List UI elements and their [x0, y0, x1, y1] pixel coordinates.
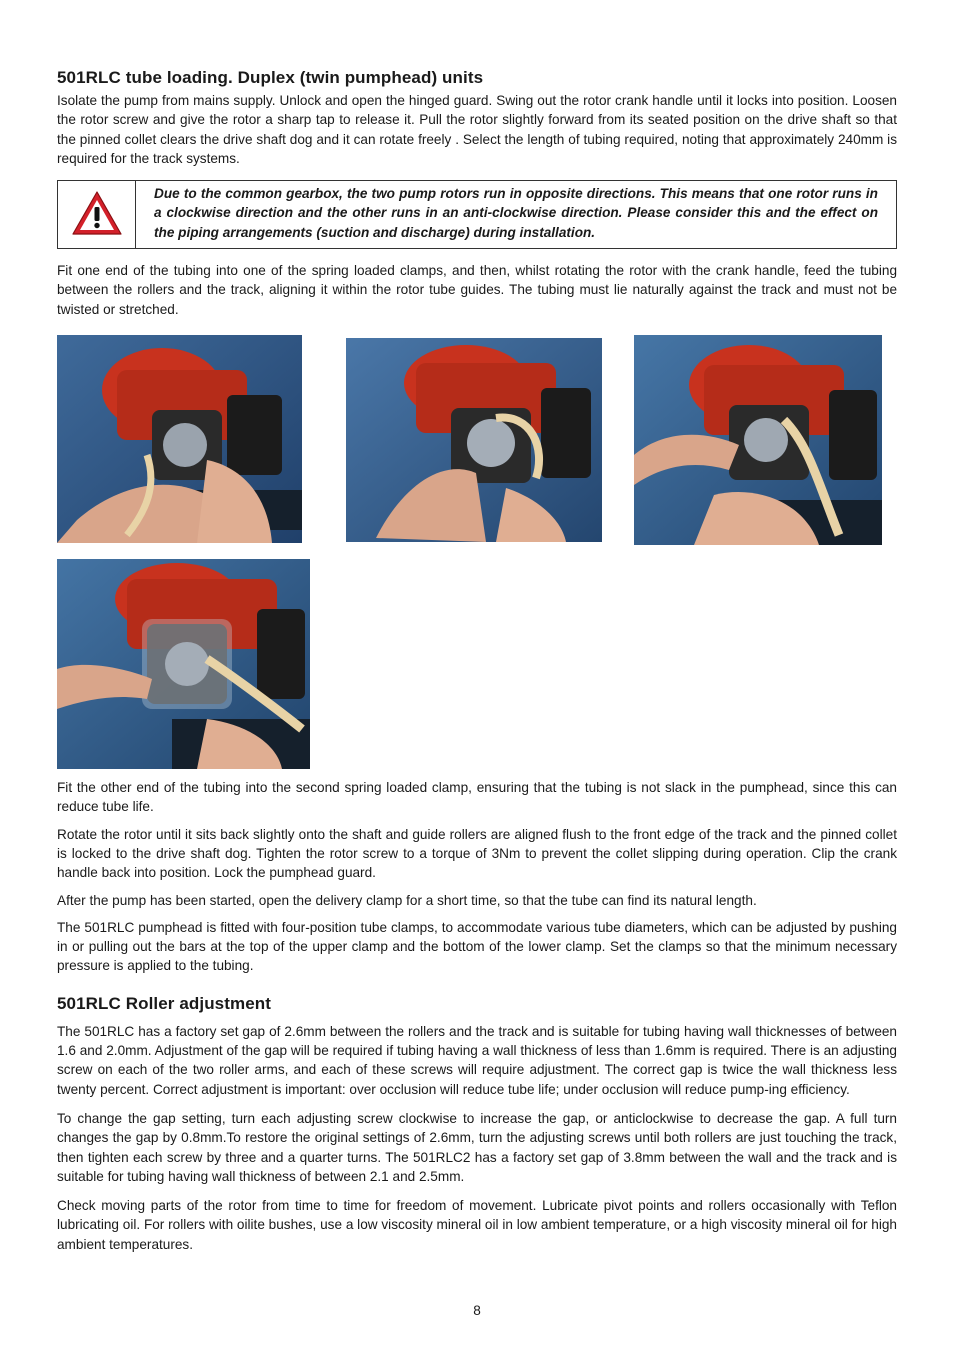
- paragraph-change-gap: To change the gap setting, turn each adjusting screw clockwise to increase the gap, or anticlockwise to decrease the gap. A full turn changes the gap by 0.8mm.To restore the original settings of 2.6mm, turn the adjusting screws until both rollers are just touching the track, then tighten each screw by three and a quarter turns. The 501RLC2 has a factory set gap of 3.8mm between the wall and the track and is suitable for tubing having wall thickness of between 2.1 and 2.5mm.: [57, 1110, 897, 1184]
- paragraph-after-start: After the pump has been started, open the delivery clamp for a short time, so that the tube can find its natural length.: [57, 892, 757, 908]
- paragraph-isolate: Isolate the pump from mains supply. Unlock and open the hinged guard. Swing out the rotor crank handle until it locks into position. Loosen the rotor screw and give the rotor a sharp tap to release it. Pull the rotor slightly forward from its seated position on the drive shaft so that the pinned collet clears the drive shaft dog and it can rotate freely . Select the length of tubing required, noting that approximately 240mm is required for the track systems.: [57, 93, 897, 166]
- photo-grid: [57, 335, 897, 770]
- section-heading-tube-loading: 501RLC tube loading. Duplex (twin pumphead) units: [57, 68, 484, 87]
- warning-icon-cell: [58, 181, 136, 248]
- paragraph-factory-gap: The 501RLC has a factory set gap of 2.6mm between the rollers and the track and is suitable for tubing having wall thicknesses of between 1.6 and 2.0mm. Adjustment of the gap will be required if tubing having a wall thickness of less than 1.6mm is required. There is an adjusting screw on each of the two roller arms, and each of these screws will require adjustment. The correct gap is twice the wall thickness less twenty percent. Correct adjustment is important: over occlusion will reduce tube life; under occlusion will reduce pump-ing efficiency.: [57, 1023, 897, 1097]
- photo-tube-loading-2: [346, 338, 602, 542]
- photo-tube-loading-4: [57, 559, 310, 769]
- paragraph-tube-clamps: The 501RLC pumphead is fitted with four-position tube clamps, to accommodate various tube diameters, which can be adjusted by pushing in or pulling out the bars at the top of the upper clamp and the bottom of the lower clamp. Set the clamps so that the minimum necessary pressure is applied to the tubing.: [57, 919, 897, 974]
- warning-triangle-icon: [71, 189, 123, 237]
- paragraph-fit-other-end: Fit the other end of the tubing into the second spring loaded clamp, ensuring that the tubing is not slack in the pumphead, since this can reduce tube life.: [57, 780, 897, 815]
- photo-tube-loading-3: [634, 335, 882, 545]
- document-page: [57, 68, 897, 1254]
- paragraph-rotate-rotor: Rotate the rotor until it sits back slightly onto the shaft and guide rollers are aligned flush to the front edge of the track and the pinned collet is locked to the drive shaft dog. Tighten the rotor screw to a torque of 3Nm to prevent the collet slipping during operation. Clip the crank handle back into position. Lock the pumphead guard.: [57, 826, 897, 881]
- section-heading-roller-adjustment: 501RLC Roller adjustment: [57, 993, 272, 1013]
- paragraph-lubrication: Check moving parts of the rotor from time to time for freedom of movement. Lubricate pivot points and rollers occasionally with Teflon lubricating oil. For rollers with oilite bushes, use a low viscosity mineral oil in low ambient temperature, or a high viscosity mineral oil for high ambient temperatures.: [57, 1198, 897, 1252]
- warning-text: Due to the common gearbox, the two pump rotors run in opposite directions. This means that one rotor runs in a clockwise direction and the other runs in an anti-clockwise direction. Please consider this and the effect on the piping arrangements (suction and discharge) during installation.: [154, 186, 878, 240]
- paragraph-fit-one-end: Fit one end of the tubing into one of the spring loaded clamps, and then, whilst rotating the rotor with the crank handle, feed the tubing between the rollers and the track, aligning it within the rotor tube guides. The tubing must lie naturally against the track and must not be twisted or stretched.: [57, 263, 897, 317]
- page-number: 8: [473, 1303, 481, 1318]
- photo-tube-loading-1: [57, 335, 302, 543]
- warning-box: [57, 180, 897, 249]
